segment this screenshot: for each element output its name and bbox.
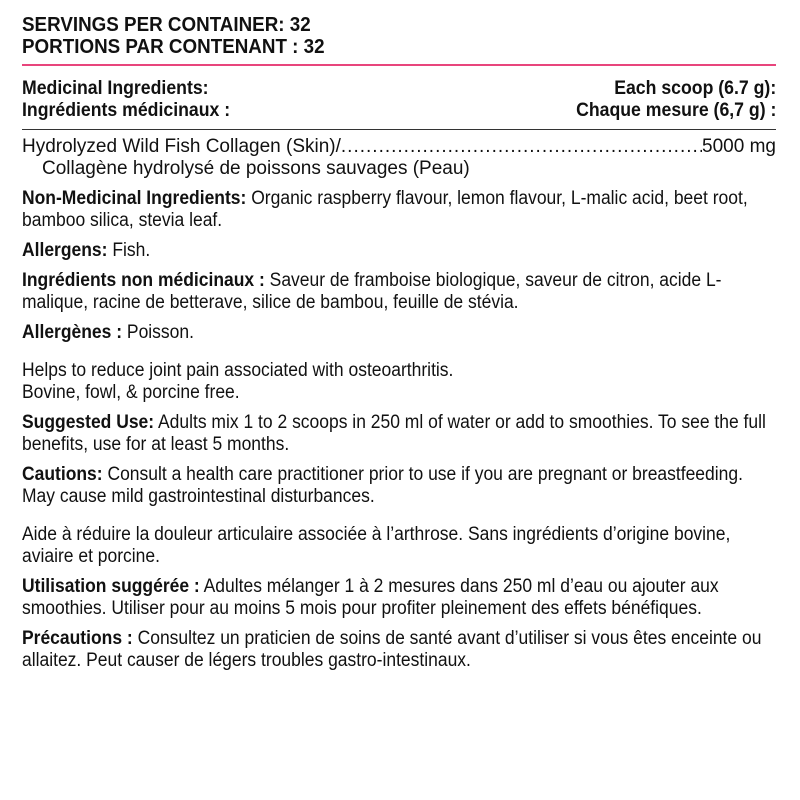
cautions-en [22, 464, 772, 508]
cautions-label-en: Cautions: [22, 464, 103, 485]
servings-fr: PORTIONS PAR CONTENANT : 32 [22, 36, 325, 58]
allergens-text-fr: Poisson. [122, 322, 194, 343]
allergens-text-en: Fish. [107, 240, 151, 261]
servings-en: SERVINGS PER CONTAINER: 32 [22, 14, 311, 36]
suggested-use-en [22, 412, 772, 456]
cautions-text-fr: Consultez un praticien de soins de santé avant d’utiliser si vous êtes enceinte ou allaitez. Peut causer de légers troubles gastro-intestinaux. [22, 628, 762, 671]
per-scoop-fr: Chaque mesure (6,7 g) : [575, 100, 776, 121]
nonmedicinal-label-en: Non-Medicinal Ingredients: [22, 188, 247, 209]
ingredient-amount: 5000 mg [702, 136, 776, 157]
nonmedicinal-en [22, 188, 772, 232]
medicinal-header-fr [22, 100, 776, 122]
claim-fr: Aide à réduire la douleur articulaire associée à l’arthrose. Sans ingrédients d’origine bovine, aviaire et porcine. [22, 524, 731, 567]
claim-en-1: Helps to reduce joint pain associated with osteoarthritis. [22, 360, 454, 381]
dot-leader [341, 136, 702, 158]
allergens-label-fr: Allergènes : [22, 322, 123, 343]
ingredient-row [22, 136, 776, 158]
medicinal-label-en: Medicinal Ingredients: [22, 78, 209, 99]
cautions-fr [22, 628, 772, 672]
nonmedicinal-text-en: Organic raspberry flavour, lemon flavour, L-malic acid, beet root, bamboo silica, stevia leaf. [22, 188, 748, 231]
ingredient-name-en: Hydrolyzed Wild Fish Collagen (Skin)/ [22, 136, 341, 157]
suggested-use-text-fr: Adultes mélanger 1 à 2 mesures dans 250 ml d’eau ou ajouter aux smoothies. Utiliser pour au moins 5 mois pour profiter pleinement des effets bénéfiques. [22, 576, 719, 619]
suggested-use-fr [22, 576, 772, 620]
nonmedicinal-text-fr: Saveur de framboise biologique, saveur de citron, acide L-malique, racine de betterave, silice de bambou, feuille de stévia. [22, 270, 722, 313]
medicinal-label-fr: Ingrédients médicinaux : [22, 100, 231, 121]
allergens-label-en: Allergens: [22, 240, 108, 261]
suggested-use-text-en: Adults mix 1 to 2 scoops in 250 ml of water or add to smoothies. To see the full benefits, use for at least 5 months. [22, 412, 766, 455]
nonmedicinal-label-fr: Ingrédients non médicinaux : [22, 270, 265, 291]
allergens-en [22, 240, 772, 262]
suggested-use-label-en: Suggested Use: [22, 412, 155, 433]
allergens-fr [22, 322, 772, 344]
thin-divider [22, 129, 776, 130]
ingredient-name-fr: Collagène hydrolysé de poissons sauvages (Peau) [42, 158, 470, 179]
cautions-label-fr: Précautions : [22, 628, 133, 649]
claim-en-2: Bovine, fowl, & porcine free. [22, 382, 240, 403]
pink-divider [22, 64, 776, 66]
suggested-use-label-fr: Utilisation suggérée : [22, 576, 200, 597]
per-scoop-en: Each scoop (6.7 g): [613, 78, 776, 99]
nonmedicinal-fr [22, 270, 772, 314]
medicinal-header-en [22, 78, 776, 100]
cautions-text-en: Consult a health care practitioner prior to use if you are pregnant or breastfeeding. May cause mild gastrointestinal disturbances. [22, 464, 743, 507]
